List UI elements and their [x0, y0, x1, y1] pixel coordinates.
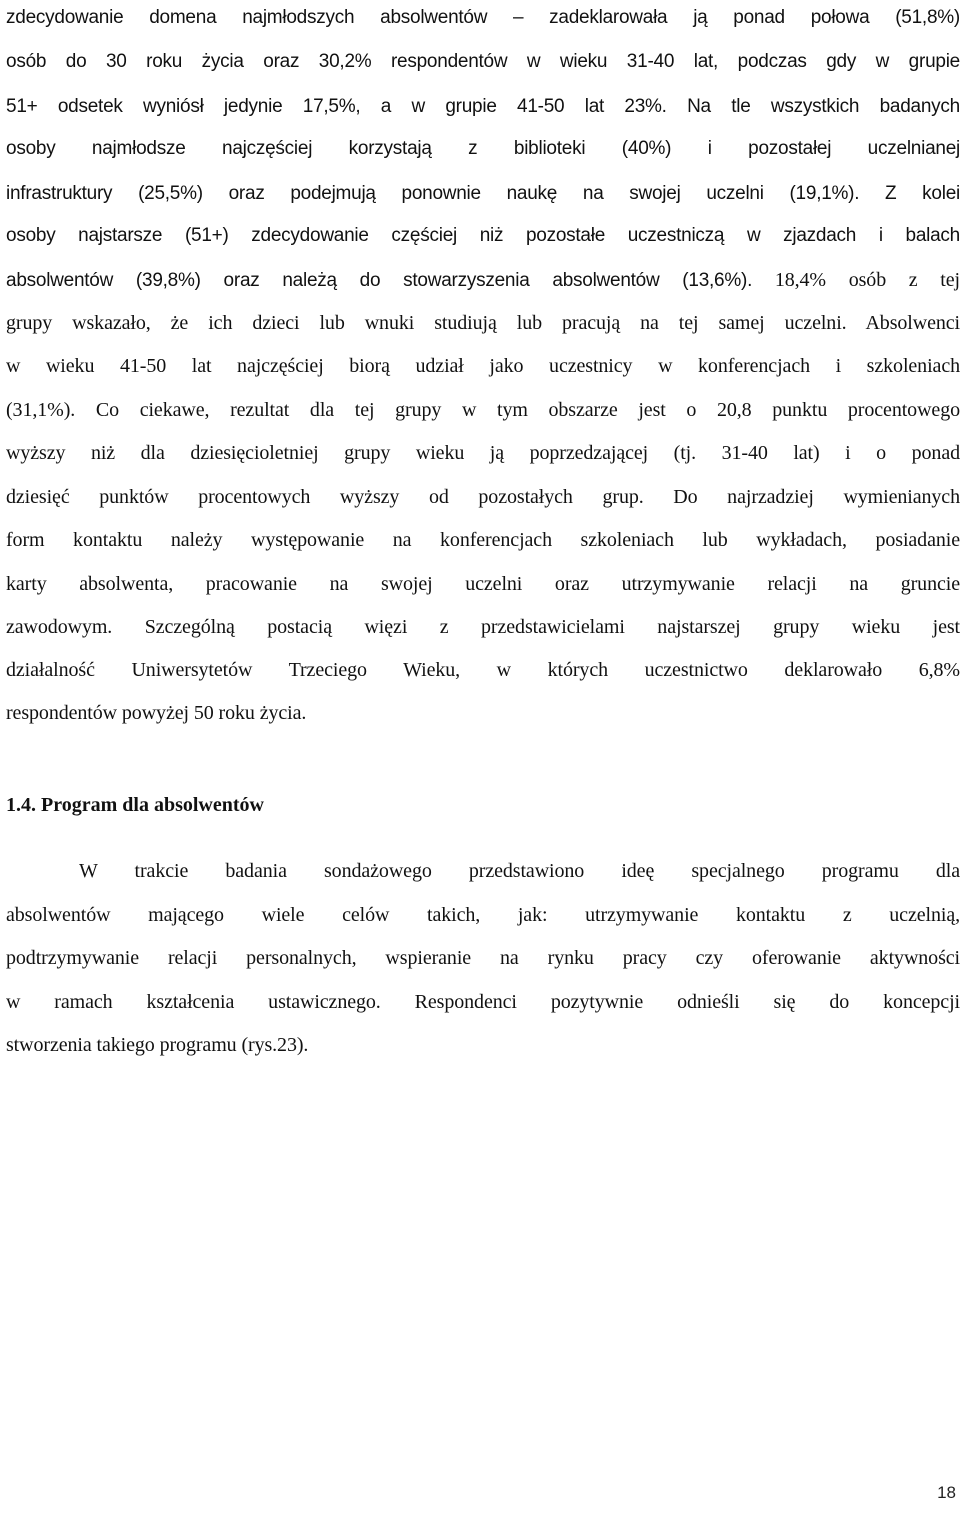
- paragraph-line: działalność Uniwersytetów Trzeciego Wieku, w których uczestnictwo deklarowało 6,8%: [6, 659, 960, 681]
- text-run: 18,4% osób z tej: [752, 269, 960, 291]
- paragraph-line: [6, 307, 960, 339]
- paragraph-line: [6, 177, 960, 209]
- paragraph-line: osoby najmłodsze najczęściej korzystają z biblioteki (40%) i pozostałej uczelnianej: [6, 138, 960, 159]
- paragraph-line: karty absolwenta, pracowanie na swojej uczelni oraz utrzymywanie relacji na gruncie: [6, 573, 960, 595]
- paragraph-line: form kontaktu należy występowanie na konferencjach szkoleniach lub wykładach, posiadanie: [6, 529, 960, 551]
- paragraph-line: osoby najstarsze (51+) zdecydowanie częściej niż pozostałe uczestniczą w zjazdach i balach: [6, 225, 960, 246]
- text-run: absolwentów (39,8%) oraz należą do stowarzyszenia absolwentów (13,6%).: [6, 270, 753, 291]
- paragraph-line: stworzenia takiego programu (rys.23).: [6, 1034, 309, 1056]
- paragraph-line: w ramach kształcenia ustawicznego. Respondenci pozytywnie odnieśli się do koncepcji: [6, 991, 960, 1013]
- paragraph-line: wyższy niż dla dziesięcioletniej grupy wieku ją poprzedzającej (tj. 31-40 lat) i o ponad: [6, 442, 960, 464]
- paragraph-line: osób do 30 roku życia oraz 30,2% respondentów w wieku 31-40 lat, podczas gdy w grupie: [6, 51, 960, 72]
- paragraph-line: podtrzymywanie relacji personalnych, wspieranie na rynku pracy czy oferowanie aktywności: [6, 947, 960, 969]
- text-run: Co ciekawe, rezultat dla tej grupy w tym obszarze jest o 20,8 punktu procentowego: [75, 399, 960, 421]
- paragraph-line: zawodowym. Szczególną postacią więzi z przedstawicielami najstarszej grupy wieku jest: [6, 616, 960, 638]
- text-run: Z kolei: [859, 183, 960, 204]
- text-run: infrastruktury (25,5%) oraz podejmują ponownie naukę na swojej uczelni (19,1%).: [6, 183, 860, 204]
- text-run: Absolwenci: [846, 312, 960, 334]
- paragraph-line: zdecydowanie domena najmłodszych absolwentów – zadeklarowała ją ponad połowa (51,8%): [6, 7, 960, 28]
- text-run: (31,1%).: [6, 399, 76, 421]
- paragraph-line: [6, 264, 960, 296]
- paragraph-line: dziesięć punktów procentowych wyższy od pozostałych grup. Do najrzadziej wymienianych: [6, 486, 960, 508]
- document-page: [6, 0, 960, 1515]
- text-run: grupy wskazało, że ich dzieci lub wnuki studiują lub pracują na tej samej uczelni.: [6, 312, 847, 334]
- paragraph-line: [6, 90, 960, 122]
- text-run: 51+ odsetek wyniósł jedynie 17,5%, a w grupie 41-50 lat 23%.: [6, 96, 667, 117]
- paragraph-line: [6, 394, 960, 426]
- page-number: 18: [937, 1483, 956, 1502]
- paragraph-line: w wieku 41-50 lat najczęściej biorą udział jako uczestnicy w konferencjach i szkoleniach: [6, 355, 960, 377]
- paragraph-line: W trakcie badania sondażowego przedstawiono ideę specjalnego programu dla: [79, 860, 960, 882]
- text-run: Na tle wszystkich badanych: [666, 96, 960, 117]
- section-heading: 1.4. Program dla absolwentów: [6, 794, 264, 816]
- paragraph-line: respondentów powyżej 50 roku życia.: [6, 702, 307, 724]
- paragraph-line: absolwentów mającego wiele celów takich, jak: utrzymywanie kontaktu z uczelnią,: [6, 904, 960, 926]
